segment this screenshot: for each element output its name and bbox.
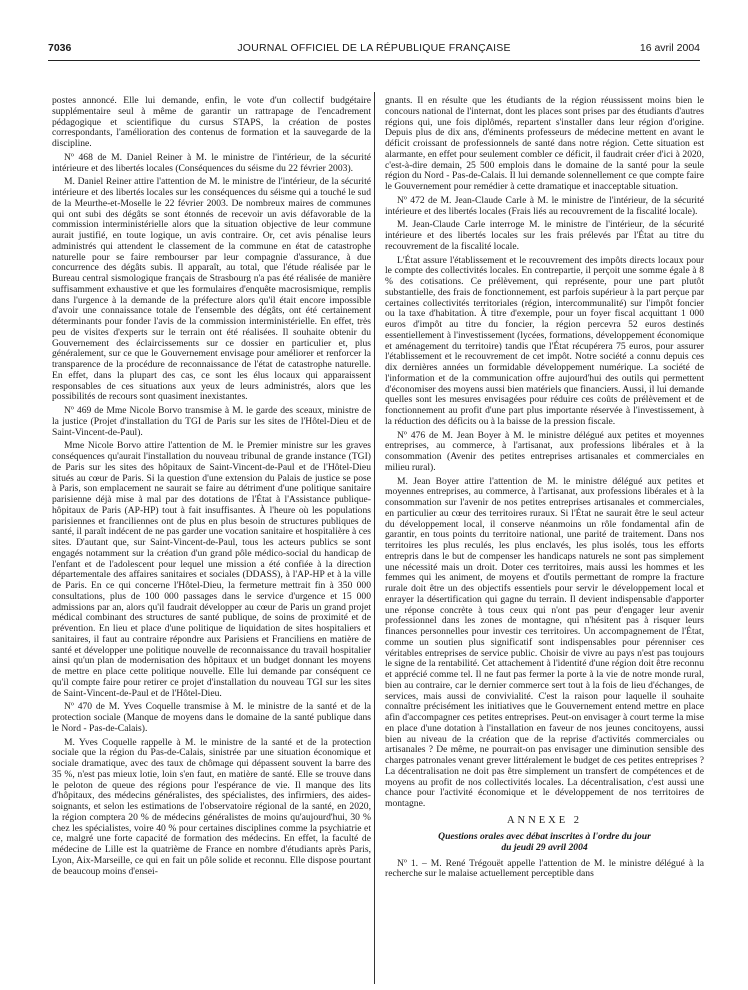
- page-number: 7036: [48, 42, 72, 54]
- question-heading: Nº 470 de M. Yves Coquelle transmise à M. le ministre de la santé et de la protection sociale (Manque de moyens dans le domaine de la santé publique dans le Nord - Pas-de-Calais).: [52, 701, 371, 734]
- right-column: [385, 96, 704, 986]
- paragraph: postes annoncé. Elle lui demande, enfin, le vote d'un collectif budgétaire supplémentaire seul à même de garantir un rattrapage de l'encadrement pédagogique et scientifique du cursus STAPS, la création de postes correspondants, l'amélioration des contenus de formation et la sauvegarde de la discipline.: [52, 96, 371, 149]
- column-divider: [374, 92, 375, 984]
- journal-title: JOURNAL OFFICIEL DE LA RÉPUBLIQUE FRANÇAISE: [237, 42, 511, 54]
- annexe-subtitle: [385, 831, 704, 853]
- paragraph: M. Jean Boyer attire l'attention de M. le ministre délégué aux petites et moyennes entreprises, au commerce, à l'artisanat, aux professions libérales et à la consommation sur l'avenir de nos petites entreprises artisanales et commerciales, en particulier au cœur des territoires ruraux. Si l'État ne saurait être le seul acteur du développement local, il conserve néanmoins un rôle fondamental afin de garantir, en tous points du territoire national, une parité de traitement. Dans nos territoires les plus reculés, les plus enclavés, les plus isolés, tous les efforts entrepris dans le but de compenser les handicaps naturels ne sont pas simplement une nécessité mais un droit. Doter ces territoires, mais aussi les hommes et les femmes qui les animent, de moyens et d'outils permettant de rompre la fracture rurale doit être un des objectifs essentiels pour servir le développement local et enrayer la désertification qui gagne du terrain. Il devient indispensable d'apporter une réponse concrète à tous ceux qui n'ont pas peur d'engager leur avenir professionnel dans les zones de montagne, qui n'hésitent pas à risquer leurs finances personnelles pour investir ces territoires. Un accompagnement de l'État, comme un soutien plus significatif sont indispensables pour pérenniser ces véritables entreprises de service public. Choisir de vivre au pays n'est pas toujours le signe de la rentabilité. Cet attachement à l'identité d'une région doit être reconnu et apprécié comme tel. Il ne faut pas fermer la porte à la vie de notre monde rural, bien au contraire, car le dernier commerce sert tout à la fois de lieu d'échanges, de services, mais aussi de convivialité. C'est la raison pour laquelle il souhaite connaître précisément les initiatives que le Gouvernement entend mettre en place afin d'accompagner ces petites entreprises. Peut-on envisager à court terme la mise en place d'une dotation à l'installation en faveur de nos jeunes concitoyens, aussi bien au niveau de la création que de la reprise d'activités commerciales ou artisanales ? De même, ne pourrait-on pas envisager une diminution sensible des charges patronales venant grever littéralement le budget de ces petites entreprises ? La décentralisation ne doit pas être simplement un transfert de compétences et de moyens au profit de nos collectivités locales. La décentralisation, c'est aussi une chance pour l'activité économique et le développement de nos territoires de montagne.: [385, 475, 704, 809]
- question-heading: Nº 476 de M. Jean Boyer à M. le ministre délégué aux petites et moyennes entreprises, au commerce, à l'artisanat, aux professions libérales et à la consommation (Avenir des petites entreprises artisanales et commerciales en milieu rural).: [385, 429, 704, 473]
- annexe-subtitle-line: du jeudi 29 avril 2004: [501, 841, 588, 853]
- paragraph: gnants. Il en résulte que les étudiants de la région réussissent moins bien le concours national de l'internat, dont les places sont prises par des étudiants d'autres régions qui, une fois diplômés, repartent s'installer dans leur région d'origine. Depuis plus de dix ans, d'éminents professeurs de médecine mettent en avant le déficit croissant de professionnels de santé dans notre région. Cette situation est alarmante, en effet pour seulement combler ce déficit, il faudrait créer d'ici à 2020, c'est-à-dire demain, 25 500 emplois dans le domaine de la santé pour la seule région du Nord - Pas-de-Calais. Il lui demande solennellement ce que compte faire le Gouvernement pour remédier à cette dramatique et inacceptable situation.: [385, 96, 704, 192]
- page-header: [48, 42, 700, 58]
- paragraph: L'État assure l'établissement et le recouvrement des impôts directs locaux pour le compte des collectivités locales. En contrepartie, il perçoit une somme égale à 8 % des cotisations. Ce prélèvement, qui représente, pour une part plutôt substantielle, des frais de fonctionnement, est parfois supérieur à la part perçue par certaines collectivités territoriales (région, intercommunalité) sur l'impôt foncier ou la taxe d'habitation. À titre d'exemple, pour un foyer fiscal acquittant 1 000 euros d'impôt au titre du foncier, la région percevra 52 euros destinés essentiellement à l'investissement (lycées, formations, développement économique et aménagement du territoire) tandis que l'État récupérera 75 euros, pour assurer l'établissement et le recouvrement de cet impôt. Notre société a connu depuis ces dix dernières années un formidable développement numérique. La société de l'information et de la communication offre aujourd'hui des outils qui permettent d'économiser des moyens aussi bien matériels que financiers. Aussi, il lui demande quelles sont les mesures envisagées pour réduire ces coûts de prélèvement et de fonctionnement au profit d'une part plus importante réservée à l'investissement, à la réduction des déficits ou à la baisse de la pression fiscale.: [385, 254, 704, 427]
- annexe-title: ANNEXE 2: [506, 814, 583, 826]
- question-heading: Nº 472 de M. Jean-Claude Carle à M. le ministre de l'intérieur, de la sécurité intérieure et des libertés locales (Frais liés au recouvrement de la fiscalité locale).: [385, 194, 704, 217]
- paragraph: Nº 1. – M. René Trégouët appelle l'attention de M. le ministre délégué à la recherche sur le malaise actuellement perceptible dans: [385, 857, 704, 880]
- header-rule: [48, 60, 700, 61]
- question-heading: Nº 468 de M. Daniel Reiner à M. le ministre de l'intérieur, de la sécurité intérieure et des libertés locales (Conséquences du séisme du 22 février 2003).: [52, 151, 371, 174]
- issue-date: 16 avril 2004: [639, 42, 700, 54]
- paragraph: Mme Nicole Borvo attire l'attention de M. le Premier ministre sur les graves conséquences qu'aurait l'installation du nouveau tribunal de grande instance (TGI) de Paris sur les sites des hôpitaux de Saint-Vincent-de-Paul et de l'Hôtel-Dieu situés au cœur de Paris. Si la question d'une extension du Palais de justice se pose à Paris, son emplacement ne saurait se faire au détriment d'une politique sanitaire parisienne déjà mise à mal par des dotations de l'État à l'Assistance publique-hôpitaux de Paris (AP-HP) tout à fait insuffisantes. À l'heure où les populations parisiennes et franciliennes ont de plus en plus besoin de structures publiques de santé, il paraît indécent de ne pas garder une vocation sanitaire et hospitalière à ces sites. D'autant que, sur Saint-Vincent-de-Paul, tous les acteurs publics se sont engagés notamment sur la création d'un grand pôle médico-social du handicap de l'enfant et de l'adolescent pour lequel une mission a été confiée à la direction départementale des affaires sanitaires et sociales (DDASS), à l'AP-HP et à la ville de Paris. En ce qui concerne l'Hôtel-Dieu, la fermeture mettrait fin à 350 000 consultations, plus de 100 000 passages dans le service d'urgence et 15 000 admissions par an, alors qu'il faudrait développer au cœur de Paris un grand projet médical combinant des structures de santé publique, de soins de proximité et de prévention. En lieu et place d'une politique de liquidation de sites hospitaliers et sanitaires, il faut au contraire répondre aux Parisiens et Franciliens en matière de santé et développer une politique nouvelle de reconnaissance du travail hospitalier ainsi qu'un plan de modernisation des hôpitaux et un budget donnant les moyens de mettre en place cette politique nouvelle. Elle lui demande par conséquent ce qu'il compte faire pour retirer ce projet d'installation du nouveau TGI sur les sites de Saint-Vincent-de-Paul et de l'Hôtel-Dieu.: [52, 440, 371, 699]
- question-heading: Nº 469 de Mme Nicole Borvo transmise à M. le garde des sceaux, ministre de la justice (Projet d'installation du TGI de Paris sur les sites de l'Hôtel-Dieu et de Saint-Vincent-de-Paul).: [52, 405, 371, 438]
- paragraph: M. Daniel Reiner attire l'attention de M. le ministre de l'intérieur, de la sécurité intérieure et des libertés locales sur les conséquences du séisme qui a touché le sud de la Meurthe-et-Moselle le 22 février 2003. De nombreux maires de communes qui ont subi des dégâts se sont étonnés de recevoir un avis défavorable de la commission interministérielle alors que la situation objective de leur commune aurait justifié, en toute logique, un avis contraire. Or, cet avis pénalise leurs administrés qui attendent le classement de la commune en état de catastrophe naturelle pour se faire rembourser par leur compagnie d'assurance, à due concurrence des dégâts subis. Il apparaît, au total, que l'étude réalisée par le Bureau central sismologique français de Strasbourg n'a pas été réalisée de manière suffisamment exhaustive et que les formulaires d'enquête macrosismique, remplis dans l'urgence à la demande de la préfecture alors qu'il était encore impossible d'avoir une connaissance totale de l'ensemble des dégâts, ont été certainement déterminants pour fonder l'avis de la commission interministérielle. En effet, très peu de visites d'experts sur le terrain ont été réalisées. Il souhaite obtenir du Gouvernement des éclaircissements sur ce dossier en particulier et, plus généralement, sur ce que le Gouvernement envisage pour améliorer et renforcer la transparence de la procédure de reconnaissance de l'état de catastrophe naturelle. En effet, dans la plupart des cas, ce sont les élus locaux qui apparaissent responsables de ces situations aux yeux de leurs administrés, alors que les possibilités de recours sont quasiment inexistantes.: [52, 176, 371, 403]
- annexe-subtitle-line: Questions orales avec débat inscrites à l'ordre du jour: [438, 830, 651, 842]
- paragraph: M. Jean-Claude Carle interroge M. le ministre de l'intérieur, de la sécurité intérieure et des libertés locales sur les frais prélevés par l'État au titre du recouvrement de la fiscalité locale.: [385, 219, 704, 252]
- paragraph: M. Yves Coquelle rappelle à M. le ministre de la santé et de la protection sociale que la région du Pas-de-Calais, sinistrée par une situation économique et sociale dramatique, avec des taux de chômage qui dépassent souvent la barre des 35 %, n'est pas mieux lotie, loin s'en faut, en matière de santé. Elle se trouve dans le peloton de queue des régions pour l'espérance de vie. Il manque des lits d'hôpitaux, des médecins généralistes, des spécialistes, des infirmiers, des aides-soignants, et selon les estimations de l'observatoire régional de la santé, en 2020, la région comptera 20 % de médecins généralistes de moins qu'aujourd'hui, 30 % chez les spécialistes, voire 40 % pour certaines disciplines comme la psychiatrie et ce, malgré une forte capacité de formation des médecins. En effet, la faculté de médecine de Lille est la quatrième de France en nombre d'étudiants après Paris, Lyon, Aix-Marseille, ce qui en fait un pôle solide et reconnu. Elle dispose pourtant de beaucoup moins d'ensei-: [52, 736, 371, 877]
- left-column: [52, 96, 371, 986]
